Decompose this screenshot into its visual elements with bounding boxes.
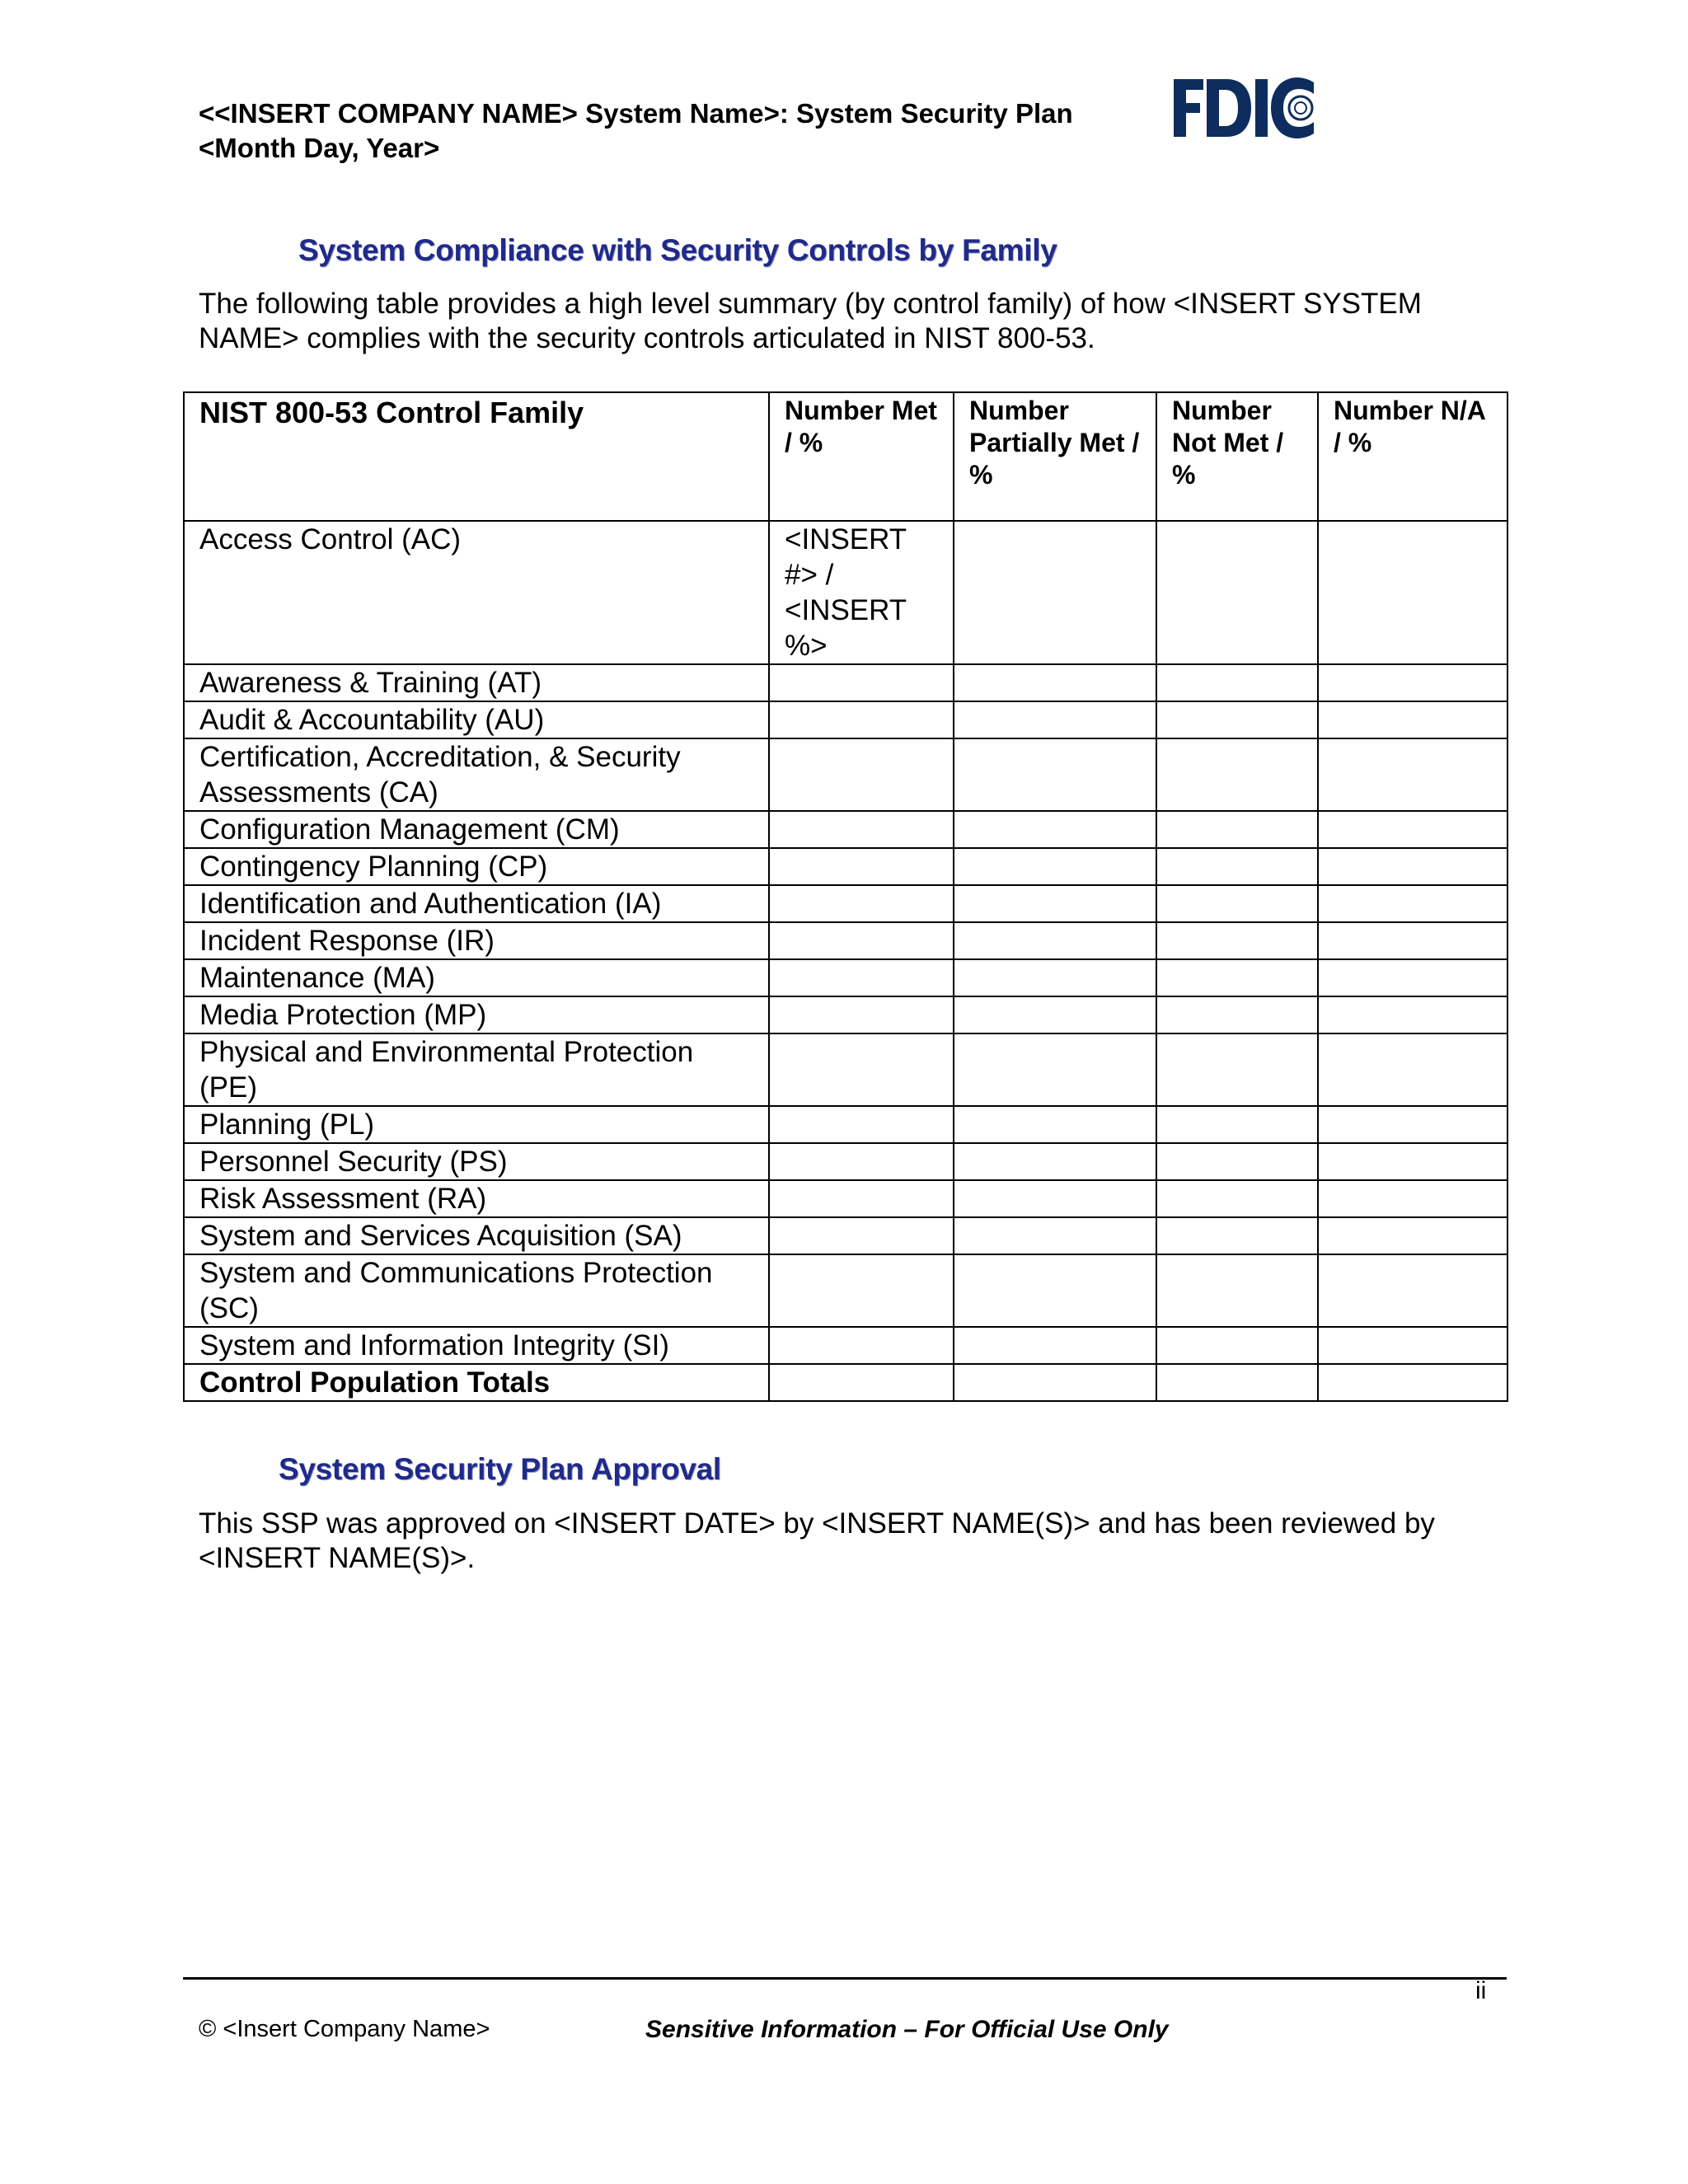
compliance-intro: The following table provides a high level summary (by control family) of how <INSERT SYSTEM NAME> complies with the security controls articulated in NIST 800-53. [199, 288, 1422, 354]
cell-control-family: Access Control (AC) [184, 521, 769, 664]
cell-number-met [769, 922, 954, 959]
table-row [184, 664, 1507, 701]
table-row [184, 1327, 1507, 1364]
fdic-logo [1172, 76, 1316, 140]
header-number-not-met: Number Not Met / % [1156, 392, 1318, 521]
cell-number-na [1318, 1254, 1507, 1327]
header-number-partially-met: Number Partially Met / % [954, 392, 1156, 521]
footer-divider [183, 1977, 1507, 1980]
table-row [184, 959, 1507, 996]
control-family-table [183, 391, 1508, 1402]
table-row [184, 1106, 1507, 1143]
table-row [184, 885, 1507, 922]
cell-number-not-met [1156, 1254, 1318, 1327]
table-row [184, 1217, 1507, 1254]
logo-letter-f [1174, 79, 1203, 137]
cell-control-family: Personnel Security (PS) [184, 1143, 769, 1180]
cell-number-partially-met [954, 959, 1156, 996]
cell-number-not-met [1156, 664, 1318, 701]
footer-notice: Sensitive Information – For Official Use Only [645, 2016, 1169, 2043]
cell-number-na [1318, 1106, 1507, 1143]
cell-number-na [1318, 996, 1507, 1033]
cell-number-partially-met [954, 922, 1156, 959]
cell-number-partially-met [954, 1106, 1156, 1143]
cell-number-met [769, 664, 954, 701]
cell-number-not-met [1156, 959, 1318, 996]
table-row [184, 811, 1507, 848]
cell-control-family: Identification and Authentication (IA) [184, 885, 769, 922]
cell-number-partially-met [954, 811, 1156, 848]
totals-cell [1156, 1364, 1318, 1401]
header-control-family: NIST 800-53 Control Family [184, 392, 769, 521]
cell-control-family: Risk Assessment (RA) [184, 1180, 769, 1217]
cell-control-family: Audit & Accountability (AU) [184, 701, 769, 738]
cell-number-not-met [1156, 811, 1318, 848]
cell-control-family: Physical and Environmental Protection (PE) [184, 1033, 769, 1106]
table-row [184, 1180, 1507, 1217]
cell-number-partially-met [954, 996, 1156, 1033]
cell-number-na [1318, 701, 1507, 738]
cell-number-not-met [1156, 1106, 1318, 1143]
cell-control-family: Contingency Planning (CP) [184, 848, 769, 885]
cell-number-met [769, 848, 954, 885]
cell-control-family: Certification, Accreditation, & Security Assessments (CA) [184, 738, 769, 811]
table-row [184, 521, 1507, 664]
cell-control-family: System and Services Acquisition (SA) [184, 1217, 769, 1254]
cell-number-partially-met [954, 848, 1156, 885]
cell-number-not-met [1156, 738, 1318, 811]
cell-control-family: Awareness & Training (AT) [184, 664, 769, 701]
cell-number-met [769, 1327, 954, 1364]
cell-number-not-met [1156, 521, 1318, 664]
cell-number-na [1318, 1180, 1507, 1217]
totals-cell [769, 1364, 954, 1401]
cell-number-na [1318, 811, 1507, 848]
cell-number-partially-met [954, 664, 1156, 701]
header-number-na: Number N/A / % [1318, 392, 1507, 521]
cell-number-na [1318, 1217, 1507, 1254]
cell-number-met [769, 996, 954, 1033]
cell-number-partially-met [954, 1217, 1156, 1254]
cell-control-family: System and Information Integrity (SI) [184, 1327, 769, 1364]
cell-number-partially-met [954, 1327, 1156, 1364]
cell-number-not-met [1156, 1217, 1318, 1254]
cell-number-na [1318, 959, 1507, 996]
table-row [184, 738, 1507, 811]
table-row [184, 1254, 1507, 1327]
cell-number-partially-met [954, 1254, 1156, 1327]
totals-label: Control Population Totals [184, 1364, 769, 1401]
footer-copyright: © <Insert Company Name> [199, 2016, 490, 2042]
header-number-met: Number Met / % [769, 392, 954, 521]
cell-number-na [1318, 738, 1507, 811]
cell-number-not-met [1156, 1143, 1318, 1180]
logo-letter-i [1255, 79, 1268, 137]
table-totals-row [184, 1364, 1507, 1401]
table-row [184, 922, 1507, 959]
cell-number-not-met [1156, 996, 1318, 1033]
cell-control-family: Configuration Management (CM) [184, 811, 769, 848]
table-row [184, 848, 1507, 885]
cell-number-met [769, 738, 954, 811]
table-header-row [184, 392, 1507, 521]
cell-number-na [1318, 848, 1507, 885]
cell-number-na [1318, 1143, 1507, 1180]
cell-number-met [769, 959, 954, 996]
cell-control-family: Media Protection (MP) [184, 996, 769, 1033]
cell-number-met: <INSERT #> / <INSERT %> [769, 521, 954, 664]
cell-number-na [1318, 664, 1507, 701]
cell-number-partially-met [954, 701, 1156, 738]
cell-number-partially-met [954, 738, 1156, 811]
cell-number-not-met [1156, 1033, 1318, 1106]
cell-number-met [769, 811, 954, 848]
cell-number-met [769, 885, 954, 922]
cell-number-partially-met [954, 885, 1156, 922]
cell-number-partially-met [954, 1180, 1156, 1217]
cell-number-met [769, 1143, 954, 1180]
table-row [184, 996, 1507, 1033]
cell-control-family: System and Communications Protection (SC) [184, 1254, 769, 1327]
cell-number-partially-met [954, 1143, 1156, 1180]
totals-cell [954, 1364, 1156, 1401]
cell-number-not-met [1156, 1327, 1318, 1364]
cell-number-na [1318, 1327, 1507, 1364]
table-row [184, 701, 1507, 738]
logo-letter-d [1207, 79, 1251, 137]
cell-number-na [1318, 521, 1507, 664]
page-number: ii [1475, 1977, 1487, 2004]
cell-number-met [769, 1254, 954, 1327]
cell-control-family: Maintenance (MA) [184, 959, 769, 996]
cell-number-met [769, 1217, 954, 1254]
cell-number-na [1318, 1033, 1507, 1106]
cell-number-na [1318, 885, 1507, 922]
cell-number-met [769, 1106, 954, 1143]
cell-number-not-met [1156, 922, 1318, 959]
approval-text: This SSP was approved on <INSERT DATE> by <INSERT NAME(S)> and has been reviewed by <INSERT NAME(S)>. [199, 1507, 1435, 1574]
table-row [184, 1033, 1507, 1106]
cell-number-met [769, 701, 954, 738]
cell-number-not-met [1156, 848, 1318, 885]
cell-control-family: Planning (PL) [184, 1106, 769, 1143]
cell-number-met [769, 1180, 954, 1217]
cell-control-family: Incident Response (IR) [184, 922, 769, 959]
cell-number-partially-met [954, 521, 1156, 664]
cell-number-met [769, 1033, 954, 1106]
header-date: <Month Day, Year> [199, 133, 440, 163]
document-header [199, 96, 1073, 166]
cell-number-partially-met [954, 1033, 1156, 1106]
cell-number-na [1318, 922, 1507, 959]
header-title: <<INSERT COMPANY NAME> System Name>: System Security Plan [199, 98, 1073, 129]
section-heading-compliance: System Compliance with Security Controls by Family [298, 233, 1057, 267]
cell-number-not-met [1156, 1180, 1318, 1217]
section-heading-approval: System Security Plan Approval [279, 1452, 721, 1486]
table-row [184, 1143, 1507, 1180]
totals-cell [1318, 1364, 1507, 1401]
cell-number-not-met [1156, 885, 1318, 922]
cell-number-not-met [1156, 701, 1318, 738]
seal-icon [1289, 96, 1312, 120]
